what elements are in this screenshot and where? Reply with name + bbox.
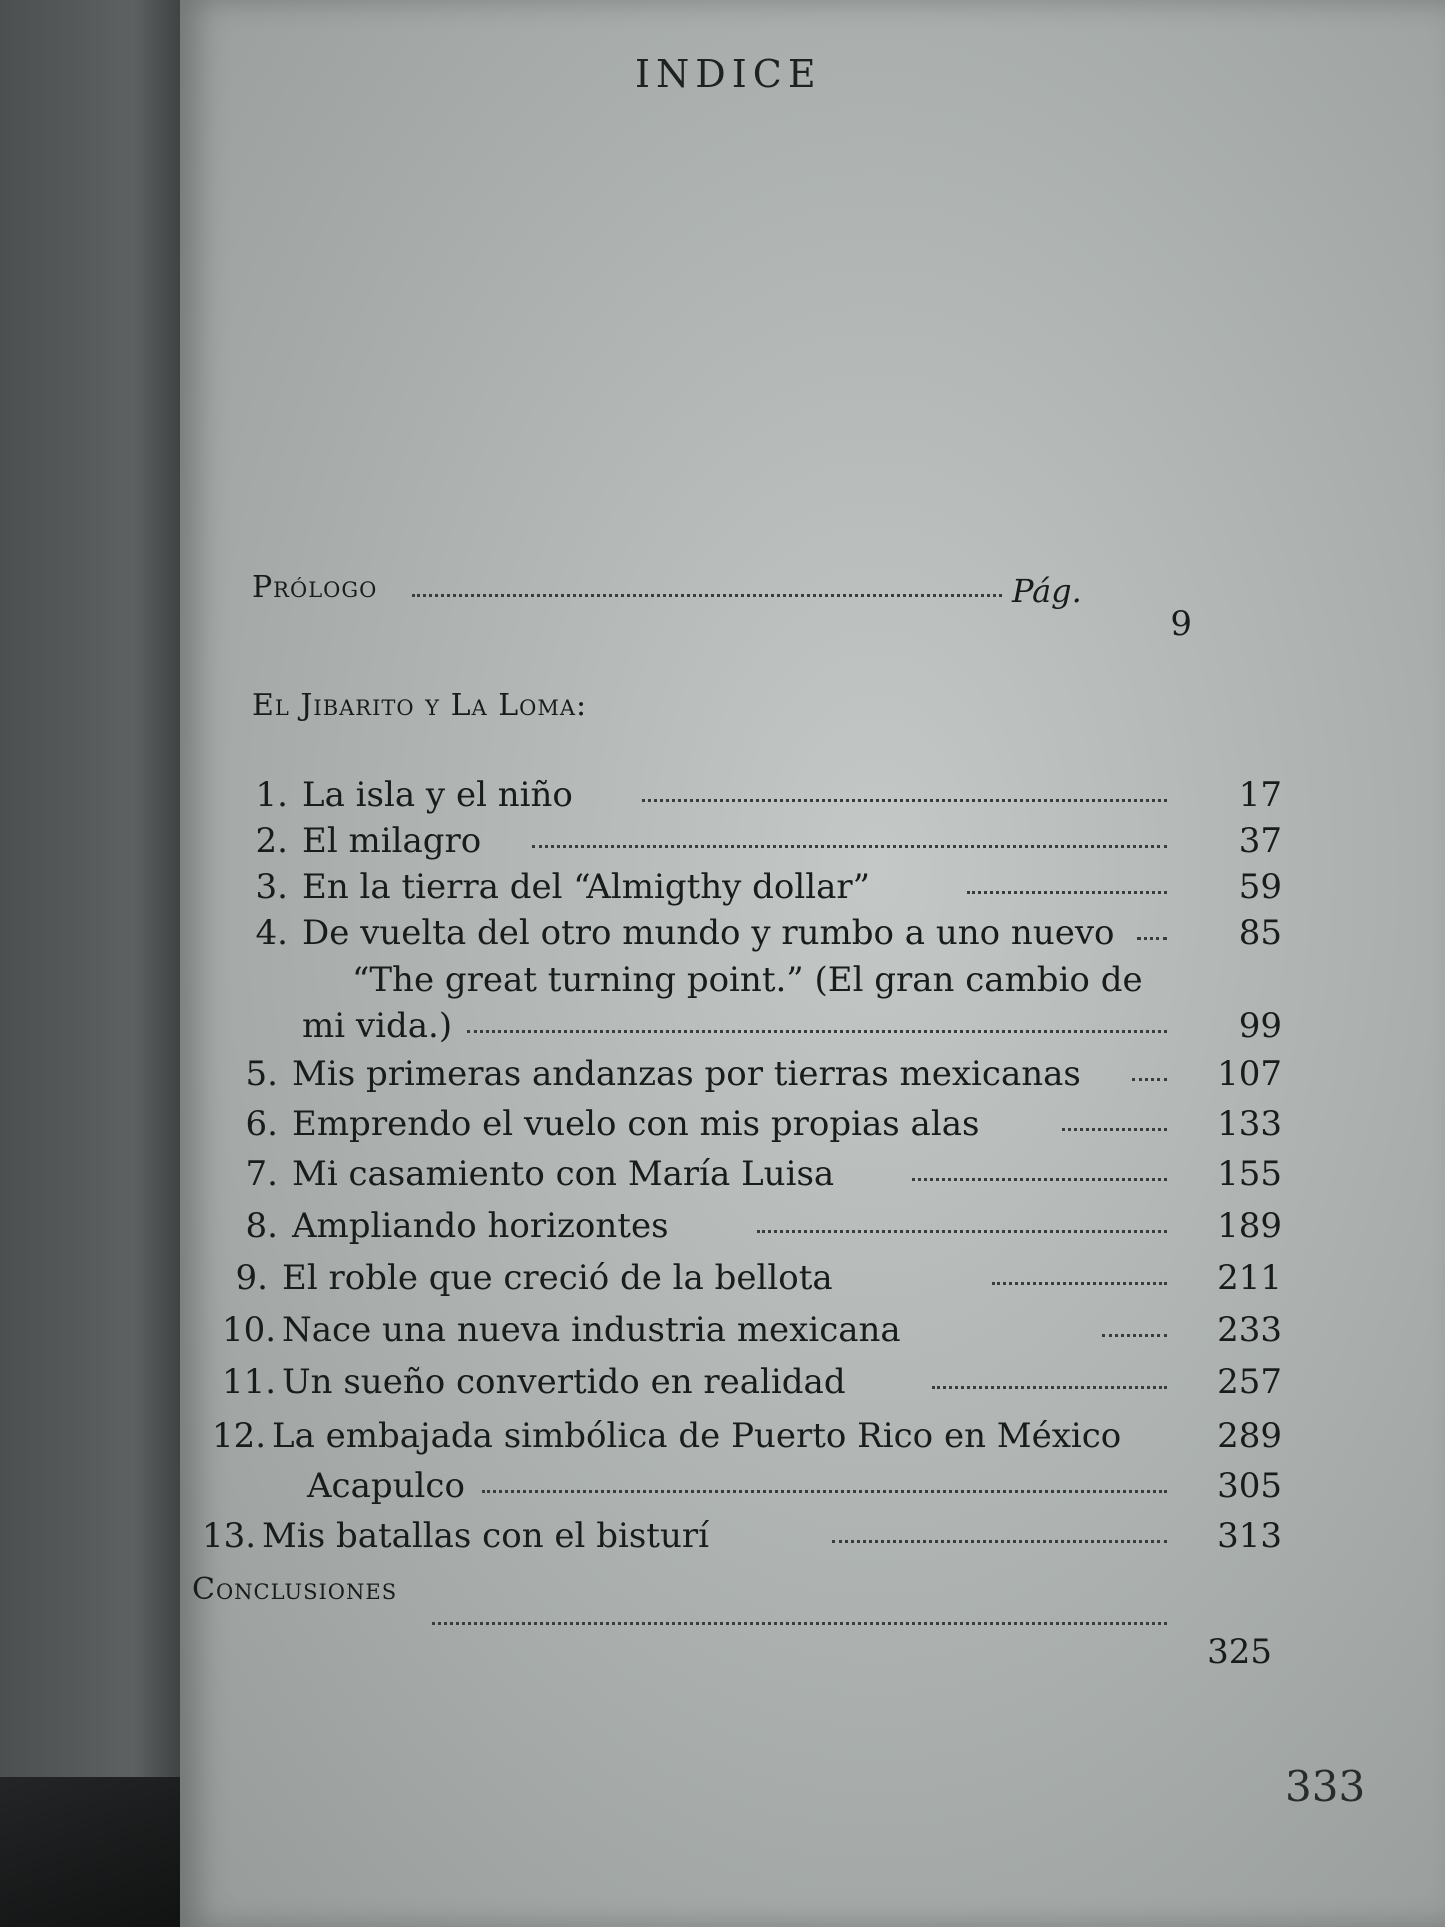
toc-row-prologue (252, 570, 1272, 644)
chapter-number: 11. (222, 1362, 277, 1402)
chapter-page: 305 (1217, 1466, 1282, 1506)
toc-row (242, 913, 1352, 963)
dot-leader (482, 1490, 1167, 1493)
conclusions-page: 325 (1207, 1632, 1272, 1672)
chapter-page: 37 (1238, 821, 1282, 861)
chapter-title: mi vida.) (302, 1006, 453, 1046)
chapter-title: De vuelta del otro mundo y rumbo a uno nuevo (302, 913, 1115, 953)
chapter-page: 99 (1238, 1006, 1282, 1046)
toc-row (242, 960, 1352, 1010)
dot-leader (1062, 1128, 1167, 1131)
chapter-number: 1. (255, 775, 288, 815)
dot-leader (532, 845, 1167, 848)
chapter-number: 5. (245, 1054, 278, 1094)
chapter-number: 12. (212, 1416, 267, 1456)
toc-row (202, 1516, 1352, 1566)
dot-leader (432, 1622, 1167, 1625)
chapter-number: 6. (245, 1104, 278, 1144)
chapter-page: 155 (1217, 1154, 1282, 1194)
toc-row (242, 1006, 1352, 1056)
section-heading: El Jibarito y La Loma: (252, 688, 588, 723)
chapter-title: Mi casamiento con María Luisa (292, 1154, 835, 1194)
prologue-label: Prólogo (252, 570, 378, 605)
dot-leader (992, 1282, 1167, 1285)
chapter-title: La embajada simbólica de Puerto Rico en México (272, 1416, 1122, 1456)
dot-leader (1102, 1334, 1167, 1337)
page-edge-shadow (0, 0, 190, 1927)
chapter-page: 85 (1238, 913, 1282, 953)
chapter-number: 9. (235, 1258, 268, 1298)
chapter-page: 257 (1217, 1362, 1282, 1402)
chapter-page: 233 (1217, 1310, 1282, 1350)
chapter-title: Acapulco (307, 1466, 465, 1506)
index-page (180, 0, 1445, 1927)
toc-row (222, 1310, 1352, 1360)
toc-row-conclusions (192, 1572, 1352, 1672)
chapter-number: 8. (245, 1206, 278, 1246)
chapter-page: 189 (1217, 1206, 1282, 1246)
dot-leader (1137, 937, 1167, 940)
chapter-title: Un sueño convertido en realidad (282, 1362, 846, 1402)
dot-leader (1132, 1078, 1167, 1081)
dot-leader (642, 799, 1167, 802)
chapter-page: 313 (1217, 1516, 1282, 1556)
page-label: Pág. (1012, 572, 1082, 610)
toc-row (242, 775, 1352, 825)
toc-row (242, 867, 1352, 917)
dot-leader (912, 1178, 1167, 1181)
dot-leader (757, 1230, 1167, 1233)
dot-leader (832, 1540, 1167, 1543)
dot-leader (932, 1386, 1167, 1389)
toc-row (242, 821, 1352, 871)
chapter-number: 7. (245, 1154, 278, 1194)
prologue-page: 9 (1170, 604, 1192, 644)
chapter-title: “The great turning point.” (El gran cambio de (352, 960, 1143, 1000)
toc-row (212, 1466, 1352, 1516)
chapter-title: Mis batallas con el bisturí (262, 1516, 709, 1556)
chapter-page: 59 (1238, 867, 1282, 907)
toc-row (222, 1258, 1352, 1308)
chapter-title: En la tierra del “Almigthy dollar” (302, 867, 871, 907)
chapter-title: El milagro (302, 821, 482, 861)
dot-leader (412, 594, 1002, 597)
toc-row (212, 1416, 1352, 1466)
chapter-number: 4. (255, 913, 288, 953)
chapter-title: Nace una nueva industria mexicana (282, 1310, 901, 1350)
chapter-number: 3. (255, 867, 288, 907)
page-folio: 333 (1285, 1762, 1366, 1811)
chapter-title: Emprendo el vuelo con mis propias alas (292, 1104, 980, 1144)
toc-row (232, 1054, 1352, 1104)
chapter-page: 17 (1238, 775, 1282, 815)
chapter-number: 10. (222, 1310, 277, 1350)
dot-leader (467, 1030, 1167, 1033)
chapter-title: El roble que creció de la bellota (282, 1258, 833, 1298)
chapter-title: La isla y el niño (302, 775, 573, 815)
chapter-page: 289 (1217, 1416, 1282, 1456)
toc-row (232, 1206, 1352, 1256)
chapter-title: Ampliando horizontes (292, 1206, 669, 1246)
chapter-page: 211 (1217, 1258, 1282, 1298)
page-title: INDICE (635, 52, 822, 96)
chapter-page: 133 (1217, 1104, 1282, 1144)
toc-row (232, 1104, 1352, 1154)
chapter-page: 107 (1217, 1054, 1282, 1094)
conclusions-label: Conclusiones (192, 1572, 398, 1607)
dot-leader (967, 891, 1167, 894)
toc-row (222, 1362, 1352, 1412)
chapter-number: 13. (202, 1516, 257, 1556)
chapter-title: Mis primeras andanzas por tierras mexicanas (292, 1054, 1081, 1094)
toc-row (232, 1154, 1352, 1204)
chapter-number: 2. (255, 821, 288, 861)
